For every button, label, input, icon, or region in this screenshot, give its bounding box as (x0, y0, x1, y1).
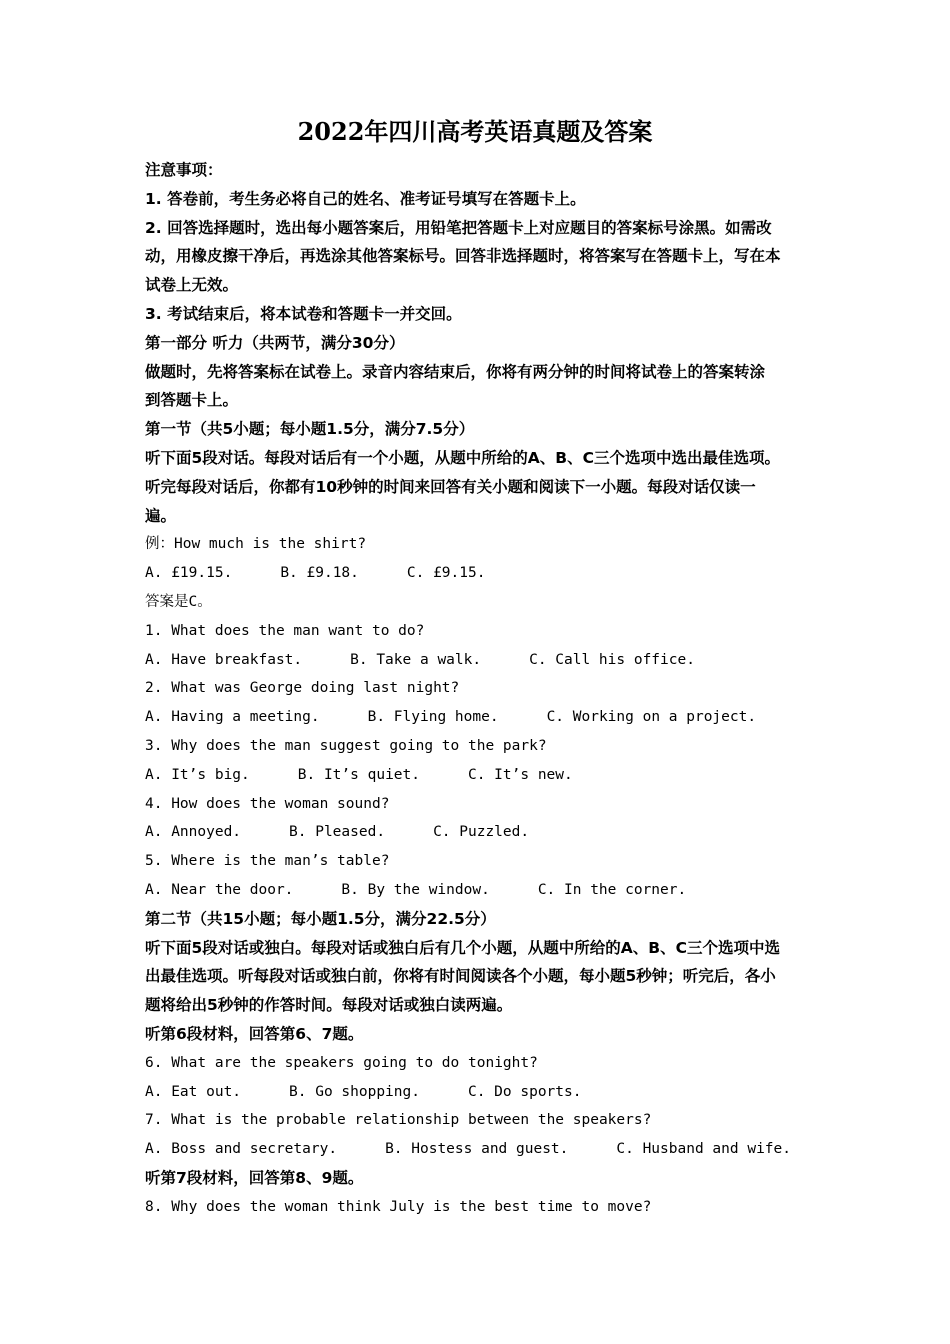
option-b: B. £9.18. (280, 565, 359, 582)
example-answer: 答案是C。 (145, 593, 212, 610)
notice-line: 动，用橡皮擦干净后，再选涂其他答案标号。回答非选择题时，将答案写在答题卡上，写在本 (145, 247, 781, 266)
question-3: 3. Why does the man suggest going to the park? (145, 737, 547, 754)
option-b: B. Flying home. (367, 709, 499, 726)
option-a: A. Eat out. (145, 1083, 242, 1100)
option-b: B. By the window. (341, 881, 490, 898)
option-c: C. Do sports. (467, 1083, 582, 1100)
section2-heading: 第二节（共15小题；每小题1.5分，满分22.5分） (145, 909, 496, 928)
section2-instruction: 听下面5段对话或独白。每段对话或独白后有几个小题，从题中所给的A、B、C三个选项中选 (145, 938, 780, 957)
option-c: C. In the corner. (537, 881, 687, 898)
notice-line: 2. 回答选择题时，选出每小题答案后，用铅笔把答题卡上对应题目的答案标号涂黑。如需改 (145, 218, 772, 237)
notice-heading: 注意事项： (145, 161, 223, 179)
option-b: B. Take a walk. (350, 651, 482, 668)
question-4-options (145, 818, 810, 847)
part1-instruction: 做题时，先将答案标在试卷上。录音内容结束后，你将有两分钟的时间将试卷上的答案转涂 (145, 362, 766, 381)
material-7-heading: 听第7段材料，回答第8、9题。 (145, 1168, 364, 1187)
question-1: 1. What does the man want to do? (145, 622, 425, 639)
section2-instruction: 题将给出5秒钟的作答时间。每段对话或独白读两遍。 (145, 996, 513, 1015)
material-6-heading: 听第6段材料，回答第6、7题。 (145, 1024, 364, 1043)
option-a: A. Annoyed. (145, 824, 242, 841)
option-a: A. Near the door. (145, 881, 294, 898)
question-4: 4. How does the woman sound? (145, 795, 390, 812)
question-7-options (145, 1135, 810, 1164)
document-title: 2022年四川高考英语真题及答案 (297, 117, 653, 146)
question-6: 6. What are the speakers going to do tonight? (145, 1054, 538, 1071)
option-a: A. £19.15. (145, 565, 233, 582)
option-c: C. Call his office. (529, 651, 695, 668)
part1-heading: 第一部分 听力（共两节，满分30分） (145, 333, 405, 352)
notice-line: 1. 答卷前，考生务必将自己的姓名、准考证号填写在答题卡上。 (145, 189, 586, 208)
option-c: C. Puzzled. (433, 824, 530, 841)
section1-instruction: 遍。 (145, 506, 177, 525)
part1-instruction: 到答题卡上。 (145, 391, 239, 410)
option-b: B. It’s quiet. (297, 766, 420, 783)
option-c: C. It’s new. (467, 766, 573, 783)
question-2: 2. What was George doing last night? (145, 680, 460, 697)
option-b: B. Pleased. (289, 824, 386, 841)
option-b: B. Hostess and guest. (385, 1141, 569, 1158)
section1-instruction: 听下面5段对话。每段对话后有一个小题，从题中所给的A、B、C三个选项中选出最佳选项。 (145, 448, 780, 467)
document-body (145, 156, 810, 1221)
section1-heading: 第一节（共5小题；每小题1.5分，满分7.5分） (145, 420, 475, 439)
section1-instruction: 听完每段对话后，你都有10秒钟的时间来回答有关小题和阅读下一小题。每段对话仅读一 (145, 477, 756, 496)
option-a: A. Having a meeting. (145, 709, 320, 726)
option-a: A. Have breakfast. (145, 651, 303, 668)
option-c: C. Husband and wife. (616, 1141, 791, 1158)
question-7: 7. What is the probable relationship between the speakers? (145, 1112, 652, 1129)
question-2-options (145, 703, 810, 732)
section2-instruction: 出最佳选项。听每段对话或独白前，你将有时间阅读各个小题，每小题5秒钟；听完后，各小 (145, 967, 776, 986)
example-question: 例：How much is the shirt? (145, 536, 367, 553)
question-1-options (145, 646, 810, 675)
notice-line: 3. 考试结束后，将本试卷和答题卡一并交回。 (145, 304, 462, 323)
question-5-options (145, 876, 810, 905)
option-b: B. Go shopping. (289, 1083, 420, 1100)
notice-line: 试卷上无效。 (145, 276, 239, 295)
example-options (145, 559, 810, 588)
option-a: A. Boss and secretary. (145, 1141, 338, 1158)
question-6-options (145, 1078, 810, 1107)
option-c: C. £9.15. (406, 565, 486, 582)
question-5: 5. Where is the man’s table? (145, 853, 390, 870)
question-3-options (145, 761, 810, 790)
option-a: A. It’s big. (145, 766, 250, 783)
option-c: C. Working on a project. (546, 709, 757, 726)
question-8: 8. Why does the woman think July is the best time to move? (145, 1198, 652, 1215)
